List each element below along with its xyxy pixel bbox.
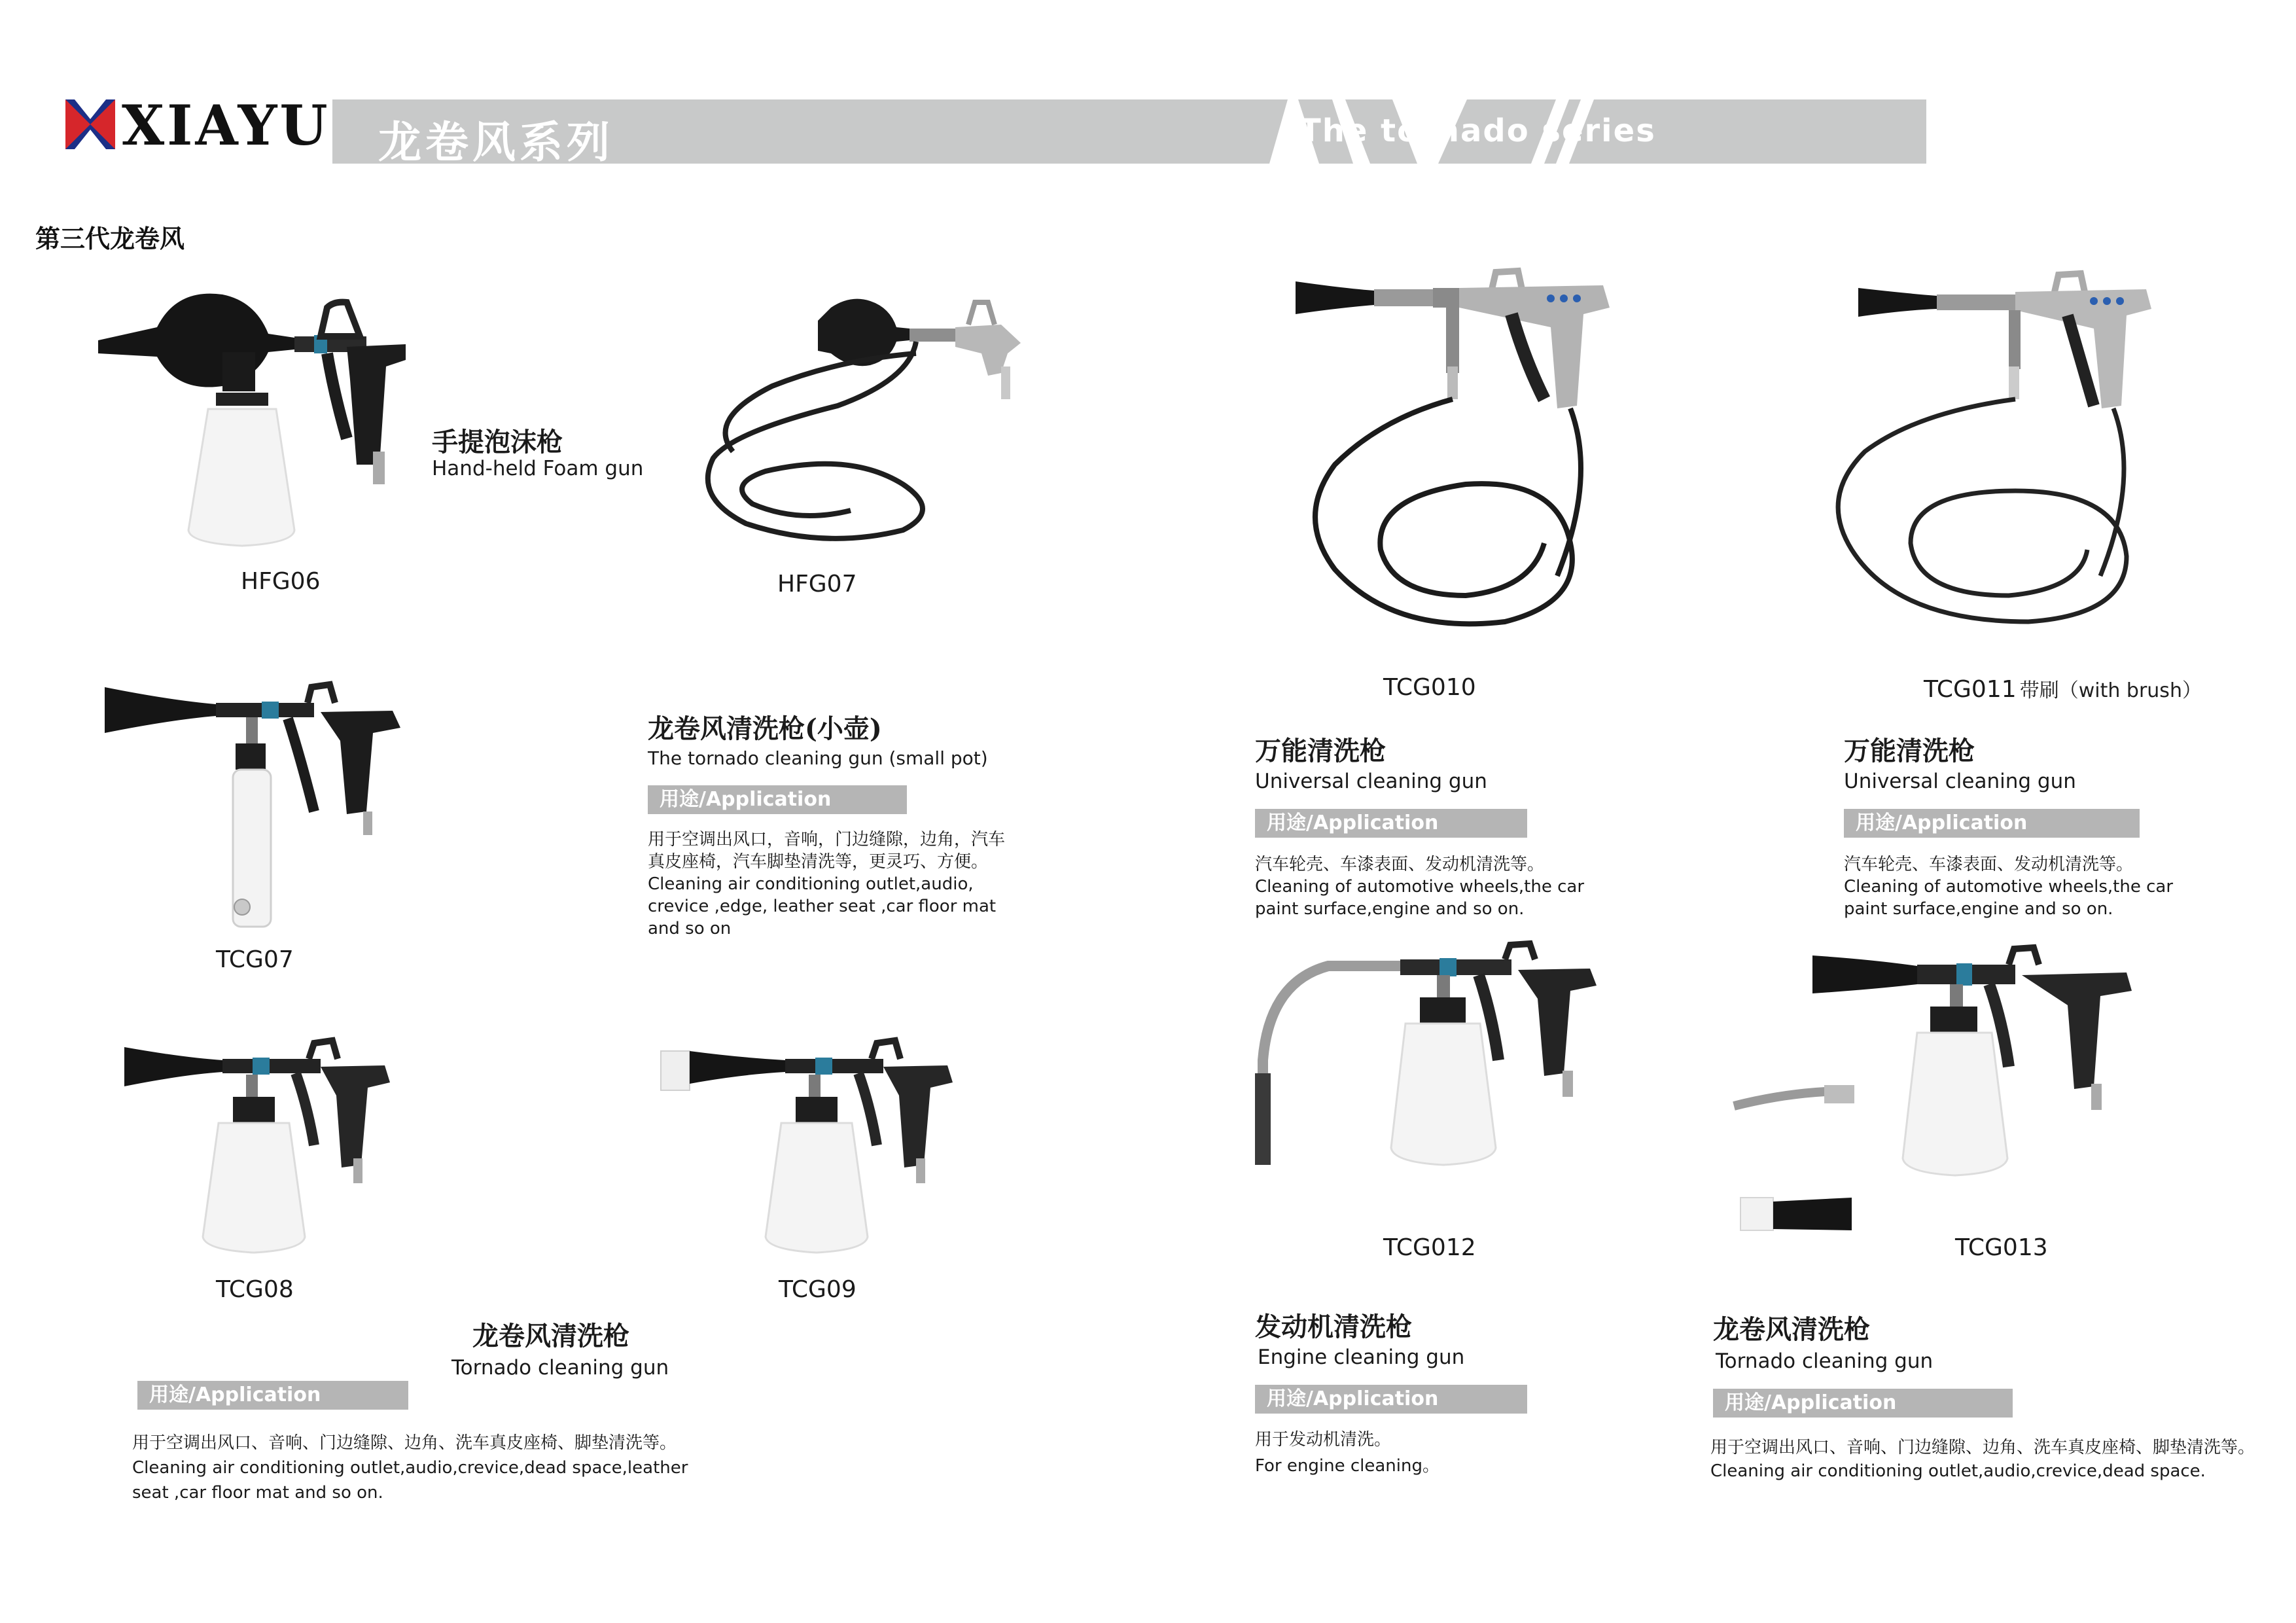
model-hfg06: HFG06 [241, 568, 321, 595]
universal-1-title-en: Universal cleaning gun [1255, 770, 1487, 793]
model-tcg010: TCG010 [1383, 674, 1476, 701]
tcg09-product-image [661, 1031, 962, 1267]
tornado-right-application-label: 用途/Application [1713, 1389, 2013, 1418]
tcg011-product-image [1819, 268, 2159, 648]
model-tcg012: TCG012 [1383, 1234, 1476, 1261]
brand-name: XIAYU [122, 93, 330, 158]
universal-2-description: 汽车轮壳、车漆表面、发动机清洗等。 Cleaning of automotive wheels,the car paint surface,engine and so on. [1844, 855, 2174, 919]
hfg06-product-image [98, 281, 412, 556]
engine-application-label: 用途/Application [1255, 1385, 1527, 1414]
model-tcg09: TCG09 [779, 1276, 857, 1303]
small-pot-description: 用于空调出风口，音响，门边缝隙，边角，汽车 真皮座椅，汽车脚垫清洗等，更灵巧、方便。 Cleaning air conditioning outlet,audio, crevice ,edge, leather seat ,car floor mat and so on [648, 830, 1006, 938]
tcg07-product-image [105, 681, 412, 936]
universal-1-description: 汽车轮壳、车漆表面、发动机清洗等。 Cleaning of automotive wheels,the car paint surface,engine and so on. [1255, 855, 1585, 919]
series-title-cn: 龙卷风系列 [378, 117, 614, 168]
universal-2-application-label: 用途/Application [1844, 809, 2140, 838]
engine-title-en: Engine cleaning gun [1258, 1346, 1465, 1369]
model-tcg08: TCG08 [216, 1276, 294, 1303]
foam-gun-title-cn: 手提泡沫枪 [432, 427, 563, 457]
universal-1-title-cn: 万能清洗枪 [1255, 736, 1386, 766]
universal-2-title-cn: 万能清洗枪 [1844, 736, 1975, 766]
section-subtitle: 第三代龙卷风 [35, 224, 185, 253]
tornado-left-title-en: Tornado cleaning gun [451, 1356, 669, 1380]
engine-title-cn: 发动机清洗枪 [1255, 1311, 1412, 1342]
series-title-en: The tornado series [1299, 113, 1656, 149]
model-tcg011-note: 带刷（with brush） [2019, 679, 2202, 702]
model-tcg011: TCG011 [1924, 676, 2017, 703]
tcg010-product-image [1296, 268, 1629, 661]
model-tcg013: TCG013 [1955, 1234, 2048, 1261]
universal-1-application-label: 用途/Application [1255, 809, 1527, 838]
model-tcg07: TCG07 [216, 946, 294, 973]
tornado-left-description: 用于空调出风口、音响、门边缝隙、边角、洗车真皮座椅、脚垫清洗等。 Cleaning air conditioning outlet,audio,crevice,dead space,leather seat ,car floor mat and so on. [132, 1433, 688, 1503]
engine-description: 用于发动机清洗。 For engine cleaning。 [1255, 1430, 1439, 1476]
brand-logo-icon [65, 99, 115, 149]
tornado-right-description: 用于空调出风口、音响、门边缝隙、边角、洗车真皮座椅、脚垫清洗等。 Cleaning air conditioning outlet,audio,crevice,dead space. [1710, 1438, 2255, 1481]
tornado-left-title-cn: 龙卷风清洗枪 [472, 1321, 629, 1351]
small-pot-title-en: The tornado cleaning gun (small pot) [648, 747, 988, 769]
tcg08-product-image [124, 1034, 399, 1270]
tornado-right-title-cn: 龙卷风清洗枪 [1713, 1314, 1870, 1345]
foam-gun-title-en: Hand-held Foam gun [432, 457, 644, 480]
small-pot-title-cn: 龙卷风清洗枪(小壶) [648, 713, 882, 744]
tornado-left-application-label: 用途/Application [137, 1381, 408, 1410]
tornado-right-title-en: Tornado cleaning gun [1716, 1349, 1934, 1373]
tcg012-product-image [1243, 942, 1610, 1191]
small-pot-application-label: 用途/Application [648, 785, 907, 814]
hfg07-product-image [694, 288, 1034, 550]
universal-2-title-en: Universal cleaning gun [1844, 770, 2076, 793]
tcg013-product-image [1727, 942, 2146, 1243]
model-hfg07: HFG07 [777, 571, 857, 597]
